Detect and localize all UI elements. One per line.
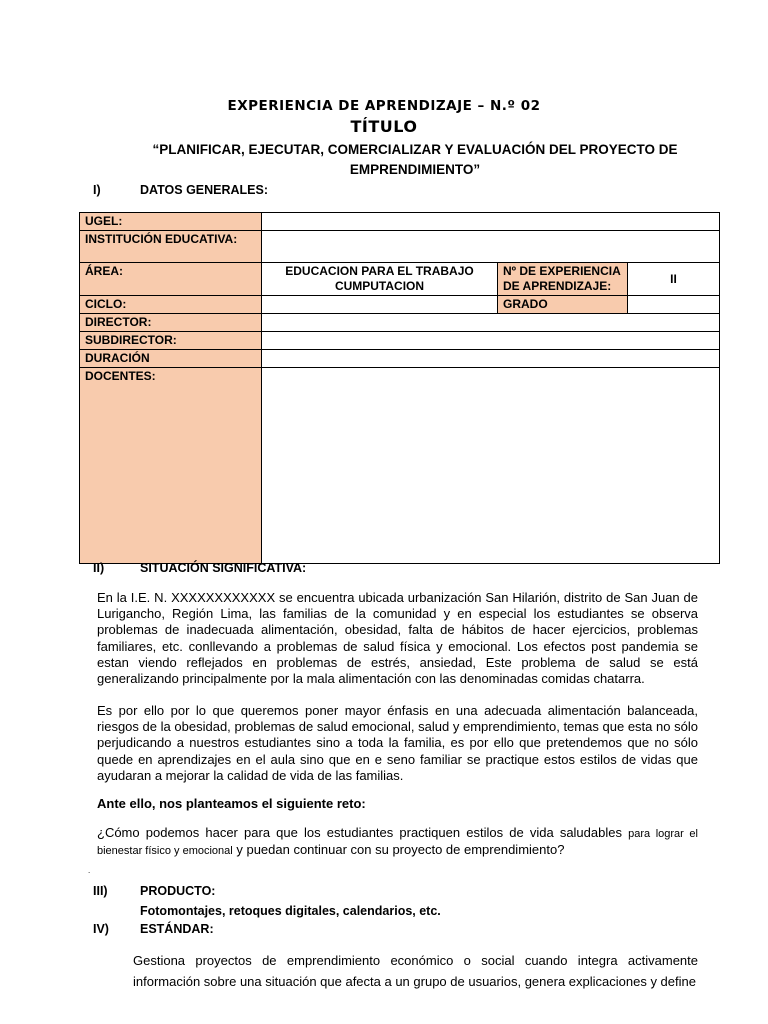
datos-generales-table (79, 212, 720, 564)
director-label: DIRECTOR: (80, 314, 262, 332)
ugel-label: UGEL: (80, 213, 262, 231)
section-number-i: I) (93, 183, 101, 197)
situacion-paragraph-1: En la I.E. N. XXXXXXXXXXXX se encuentra ubicada urbanización San Hilarión, distrito de San Juan de Lurigancho, Región Lima, las familias de la comunidad y en especial los estudiantes se observa problemas de inadecuada alimentación, obesidad, falta de hábitos de hacer ejercicios, problemas familiares, etc. conllevando a problemas de salud física y emocional. Los efectos post pandemia se estan viendo reflejados en problemas de estrés, ansiedad, Este problema de salud se está generalizando principalmente por la mala alimentación con las denominadas comidas chatarra. (97, 590, 698, 687)
institucion-label: INSTITUCIÓN EDUCATIVA: (80, 231, 262, 263)
document-subtitle: “PLANIFICAR, EJECUTAR, COMERCIALIZAR Y EVALUACIÓN DEL PROYECTO DE EMPRENDIMIENTO” (152, 142, 678, 177)
director-value (262, 314, 720, 332)
ciclo-value (262, 296, 498, 314)
grado-label: GRADO (498, 296, 628, 314)
table-row (80, 231, 720, 263)
grado-value (628, 296, 720, 314)
reto-question-part-2: para lograr el bienestar físico y emocional (97, 828, 698, 858)
section-number-iv: IV) (93, 922, 109, 936)
table-row (80, 263, 720, 296)
area-value-line-2: CUMPUTACION (334, 279, 425, 293)
table-row (80, 368, 720, 564)
title-label: TÍTULO (350, 117, 418, 136)
reto-question-part-3: y puedan continuar con su proyecto de emprendimiento? (232, 842, 565, 858)
reto-question-part-1: ¿Cómo podemos hacer para que los estudiantes practiquen estilos de vida saludables (97, 825, 629, 840)
section-title-datos-generales: DATOS GENERALES: (140, 183, 269, 197)
section-title-situacion: SITUACIÓN SIGNIFICATIVA: (140, 561, 307, 575)
table-row (80, 332, 720, 350)
table-row (80, 314, 720, 332)
stray-dot: . (88, 866, 91, 875)
section-number-iii: III) (93, 884, 108, 898)
ugel-value (262, 213, 720, 231)
subdirector-label: SUBDIRECTOR: (80, 332, 262, 350)
duracion-value (262, 350, 720, 368)
table-row (80, 296, 720, 314)
reto-intro: Ante ello, nos planteamos el siguiente reto: (97, 796, 366, 811)
area-value (262, 263, 498, 296)
institucion-value (262, 231, 720, 263)
table-row (80, 213, 720, 231)
ciclo-label: CICLO: (80, 296, 262, 314)
experiencia-number-label: Nº DE EXPERIENCIA DE APRENDIZAJE: (498, 263, 628, 296)
situacion-paragraph-2: Es por ello por lo que queremos poner mayor énfasis en una adecuada alimentación balanceada, riesgos de la obesidad, problemas de salud emocional, salud y emprendimiento, temas que esta no sólo perjudicando a nuestros estudiantes sino a toda la familia, es por ello que pretendemos que no sólo quede en aprendizajes en el aula sino que en e seno familiar se practique estos estilos de vidas que ayudaran a mejorar la calidad de vida de las familias. (97, 703, 698, 783)
docentes-value (262, 368, 720, 564)
experience-heading: EXPERIENCIA DE APRENDIZAJE – N.º 02 (227, 98, 541, 114)
experiencia-number-value: II (628, 263, 720, 296)
section-title-estandar: ESTÁNDAR: (140, 922, 214, 936)
area-value-line-1: EDUCACION PARA EL TRABAJO (285, 264, 474, 278)
subdirector-value (262, 332, 720, 350)
table-row (80, 350, 720, 368)
producto-text: Fotomontajes, retoques digitales, calendarios, etc. (140, 904, 441, 918)
duracion-label: DURACIÓN (80, 350, 262, 368)
estandar-text: Gestiona proyectos de emprendimiento económico o social cuando integra activamente información sobre una situación que afecta a un grupo de usuarios, genera explicaciones y define (133, 953, 698, 989)
reto-question (97, 825, 698, 859)
section-number-ii: II) (93, 561, 105, 575)
docentes-label: DOCENTES: (80, 368, 262, 564)
section-title-producto: PRODUCTO: (140, 884, 216, 898)
area-label: ÁREA: (80, 263, 262, 296)
